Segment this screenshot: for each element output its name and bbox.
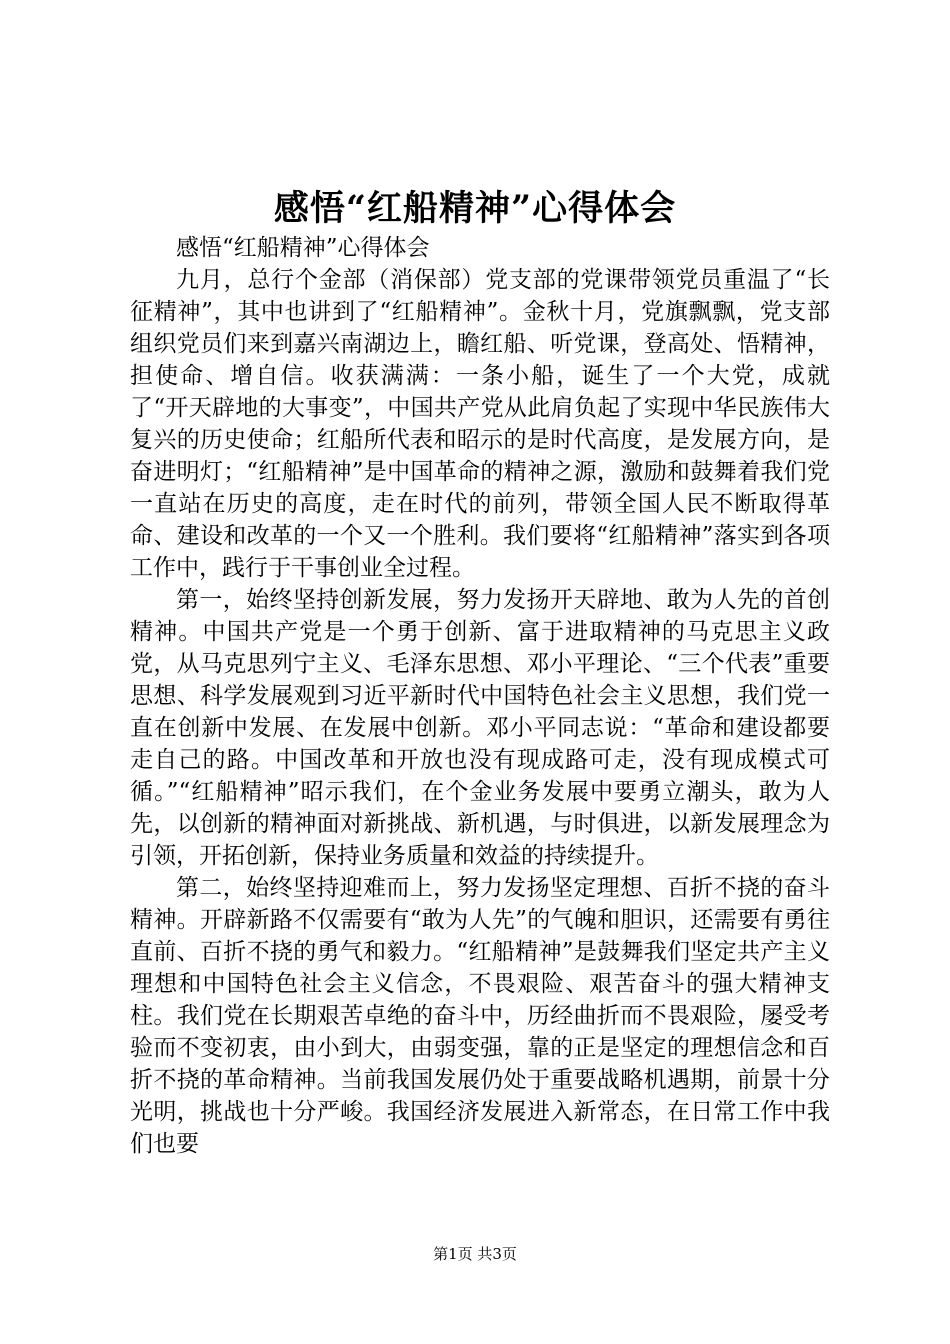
page-number-footer: 第1页 共3页	[433, 1245, 517, 1263]
document-title: 感悟“红船精神”心得体会	[273, 188, 677, 229]
body-paragraph-first-point: 第一，始终坚持创新发展，努力发扬开天辟地、敢为人先的首创精神。中国共产党是一个勇于创新、富于进取精神的马克思主义政党，从马克思列宁主义、毛泽东思想、邓小平理论、“三个代表”重要思想、科学发展观到习近平新时代中国特色社会主义思想，我们党一直在创新中发展、在发展中创新。邓小平同志说：“革命和建设都要走自己的路。中国改革和开放也没有现成路可走，没有现成模式可循。”“红船精神”昭示我们，在个金业务发展中要勇立潮头，敢为人先，以创新的精神面对新挑战、新机遇，与时俱进，以新发展理念为引领，开拓创新，保持业务质量和效益的持续提升。	[130, 587, 830, 869]
document-body	[130, 232, 830, 1160]
body-paragraph-intro: 九月，总行个金部（消保部）党支部的党课带领党员重温了“长征精神”，其中也讲到了“红船精神”。金秋十月，党旗飘飘，党支部组织党员们来到嘉兴南湖边上，瞻红船、听党课，登高处、悟精神，担使命、增自信。收获满满：一条小船，诞生了一个大党，成就了“开天辟地的大事变”，中国共产党从此肩负起了实现中华民族伟大复兴的历史使命；红船所代表和昭示的是时代高度，是发展方向，是奋进明灯；“红船精神”是中国革命的精神之源，激励和鼓舞着我们党一直站在历史的高度，走在时代的前列，带领全国人民不断取得革命、建设和改革的一个又一个胜利。我们要将“红船精神”落实到各项工作中，践行于干事创业全过程。	[130, 267, 830, 581]
body-paragraph-second-point: 第二，始终坚持迎难而上，努力发扬坚定理想、百折不挠的奋斗精神。开辟新路不仅需要有“敢为人先”的气魄和胆识，还需要有勇往直前、百折不挠的勇气和毅力。“红船精神”是鼓舞我们坚定共产主义理想和中国特色社会主义信念，不畏艰险、艰苦奋斗的强大精神支柱。我们党在长期艰苦卓绝的奋斗中，历经曲折而不畏艰险，屡受考验而不变初衷，由小到大，由弱变强，靠的正是坚定的理想信念和百折不挠的革命精神。当前我国发展仍处于重要战略机遇期，前景十分光明，挑战也十分严峻。我国经济发展进入新常态，在日常工作中我们也要	[130, 875, 830, 1157]
body-paragraph-heading: 感悟“红船精神”心得体会	[176, 235, 430, 261]
